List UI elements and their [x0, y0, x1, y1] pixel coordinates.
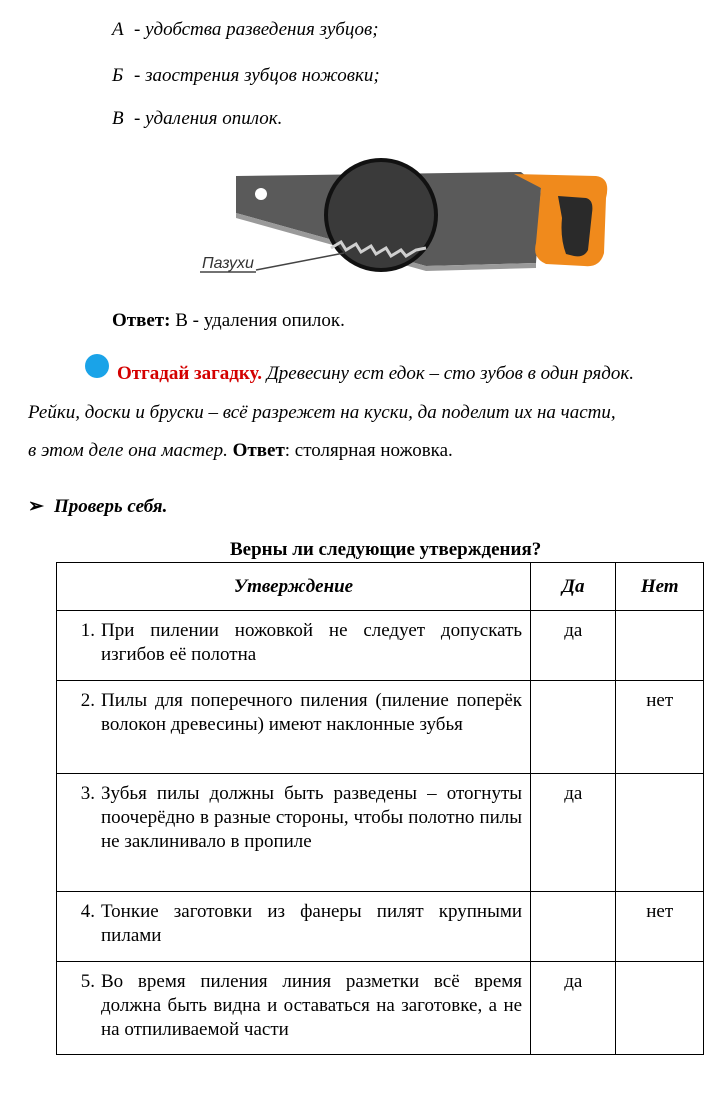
riddle-text-3: в этом деле она мастер.: [28, 440, 228, 461]
row-yes: да: [531, 611, 616, 681]
option-b: [112, 65, 380, 87]
table-row: [57, 892, 704, 962]
table-title: Верны ли следующие утверждения?: [230, 539, 542, 560]
riddle-answer-label: Ответ: [232, 440, 285, 461]
row-statement: Зубья пилы должны быть разведены – отогнуты поочерёдно в разные стороны, чтобы полотно пилы не заклинивало в пропиле: [101, 783, 523, 852]
statements-table: [56, 562, 704, 1055]
row-number: 4.: [80, 901, 95, 922]
option-text: - заострения зубцов ножовки;: [134, 65, 380, 86]
row-no: [616, 962, 704, 1055]
answer-text: В - удаления опилок.: [175, 310, 345, 331]
check-yourself-heading: [28, 495, 167, 518]
option-a: [112, 19, 379, 41]
table-header-row: [57, 563, 704, 611]
row-no: [616, 774, 704, 892]
answer-1: [112, 310, 345, 332]
riddle-line-2: Рейки, доски и бруски – всё разрежет на куски, да поделит их на части,: [28, 402, 616, 423]
row-number: 5.: [80, 971, 95, 992]
option-letter: А: [112, 19, 124, 40]
row-statement: При пилении ножовкой не следует допускать изгибов её полотна: [101, 620, 523, 665]
riddle-line-3: [28, 440, 453, 462]
row-statement: Во время пиления линия разметки всё время должна быть видна и оставаться на заготовке, а не на отпиливаемой части: [101, 971, 523, 1040]
riddle-title: Отгадай загадку.: [117, 363, 262, 384]
row-number: 2.: [80, 690, 95, 711]
option-letter: Б: [112, 65, 124, 86]
row-yes: [531, 892, 616, 962]
option-c: [112, 108, 282, 130]
table-row: [57, 611, 704, 681]
row-no: нет: [616, 681, 704, 774]
option-letter: В: [112, 108, 124, 129]
riddle-text-1: Древесину ест едок – сто зубов в один рядок.: [266, 363, 635, 384]
table-row: [57, 681, 704, 774]
bullet-dot-icon: [85, 354, 109, 378]
hanging-hole-icon: [255, 188, 267, 200]
header-statement: Утверждение: [57, 563, 531, 611]
row-no: [616, 611, 704, 681]
row-number: 3.: [80, 783, 95, 804]
callout-line: [256, 253, 344, 270]
row-yes: да: [531, 962, 616, 1055]
table-row: [57, 774, 704, 892]
table-row: [57, 962, 704, 1055]
saw-illustration: [196, 158, 626, 288]
arrow-bullet-icon: ➢: [28, 496, 44, 517]
answer-label: Ответ:: [112, 310, 171, 331]
header-no: Нет: [616, 563, 704, 611]
row-yes: [531, 681, 616, 774]
row-statement: Пилы для поперечного пиления (пиление поперёк волокон древесины) имеют наклонные зубья: [101, 690, 523, 735]
riddle-answer-text: : столярная ножовка.: [284, 440, 453, 461]
row-yes: да: [531, 774, 616, 892]
riddle-line-1: [117, 363, 634, 385]
check-text: Проверь себя.: [54, 496, 168, 517]
option-text: - удаления опилок.: [134, 108, 283, 129]
row-number: 1.: [80, 620, 95, 641]
row-no: нет: [616, 892, 704, 962]
figure-label: Пазухи: [202, 255, 254, 272]
row-statement: Тонкие заготовки из фанеры пилят крупными пилами: [101, 901, 523, 946]
header-yes: Да: [531, 563, 616, 611]
option-text: - удобства разведения зубцов;: [134, 19, 379, 40]
